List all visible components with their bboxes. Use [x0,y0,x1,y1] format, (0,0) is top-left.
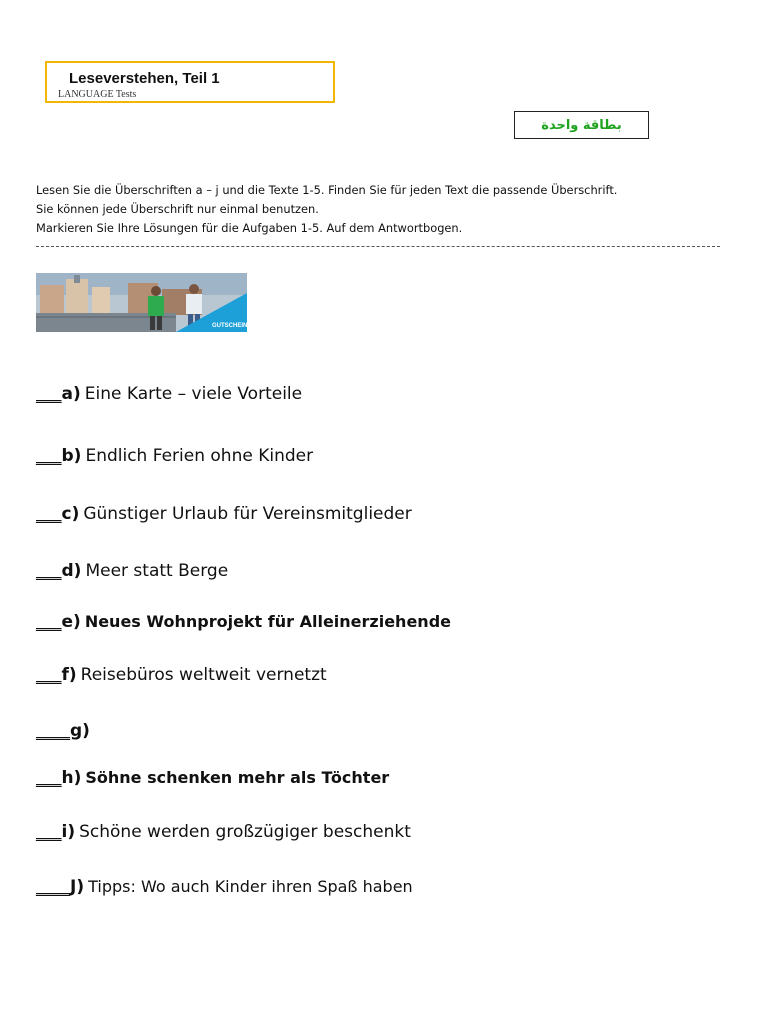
headline-item-f [36,665,327,685]
header-box [45,61,335,103]
instruction-line: Sie können jede Überschrift nur einmal benutzen. [36,202,319,216]
headline-letter: f) [61,665,77,685]
headline-letter: i) [61,822,76,842]
instructions [36,181,726,238]
answer-blank[interactable]: ___ [36,665,62,685]
answer-blank[interactable]: ___ [36,446,62,466]
page-subtitle: LANGUAGE Tests [58,89,137,100]
headline-item-j [36,877,413,897]
answer-blank[interactable]: ___ [36,768,62,788]
answer-blank[interactable]: ___ [36,504,62,524]
headline-letter: e) [61,612,81,632]
headline-text: Neues Wohnprojekt für Alleinerziehende [84,612,451,631]
headline-item-d [36,561,228,581]
divider [36,246,720,247]
card-label-box [514,111,649,139]
answer-blank[interactable]: ___ [36,384,62,404]
headline-text: Meer statt Berge [85,561,229,581]
answer-blank[interactable]: ____ [36,721,70,741]
travel-photo [36,273,247,332]
headline-text: Günstiger Urlaub für Vereinsmitglieder [83,504,412,524]
headline-text: Reisebüros weltweit vernetzt [80,665,327,685]
headline-text: Tipps: Wo auch Kinder ihren Spaß haben [88,877,413,896]
headline-item-c [36,504,412,524]
headline-text: Endlich Ferien ohne Kinder [85,446,314,466]
headline-letter: c) [61,504,80,524]
headline-letter: a) [61,384,81,404]
headline-text: Söhne schenken mehr als Töchter [85,768,390,787]
headline-letter: g) [70,721,90,741]
headline-item-a [36,384,302,404]
answer-blank[interactable]: ___ [36,612,62,632]
headline-item-e [36,612,451,632]
page-title: Leseverstehen, Teil 1 [69,70,220,87]
voucher-badge: GUTSCHEIN [212,323,247,329]
travel-photo-image [36,273,247,332]
headline-letter: b) [61,446,82,466]
instruction-line: Markieren Sie Ihre Lösungen für die Aufgaben 1-5. Auf dem Antwortbogen. [36,221,463,235]
headline-item-h [36,768,389,788]
answer-blank[interactable]: ___ [36,561,62,581]
headline-item-b [36,446,313,466]
headline-letter: d) [61,561,82,581]
headline-item-i [36,822,411,842]
headline-letter: J) [70,877,85,897]
headline-letter: h) [61,768,82,788]
answer-blank[interactable]: ___ [36,822,62,842]
card-label: بطاقة واحدة [541,117,622,133]
headline-text: Schöne werden großzügiger beschenkt [79,822,411,842]
instruction-line: Lesen Sie die Überschriften a – j und die Texte 1-5. Finden Sie für jeden Text die passende Überschrift. [36,183,618,197]
headline-text: Eine Karte – viele Vorteile [84,384,303,404]
answer-blank[interactable]: ____ [36,877,70,897]
headline-item-g [36,721,94,741]
